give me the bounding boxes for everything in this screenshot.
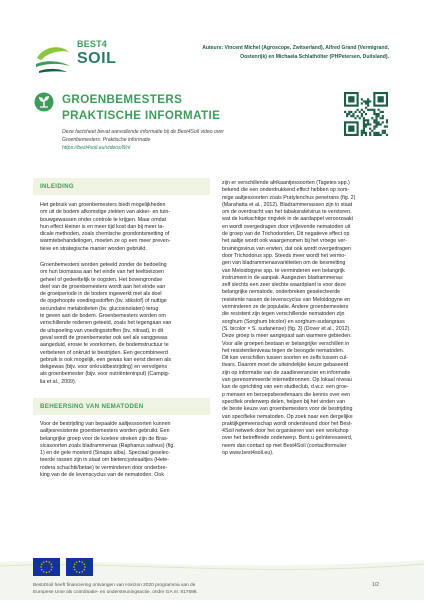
text-line: om uit de bodem afkomstige ziekten van akker- en tuin- (40, 209, 171, 216)
intro-line: Groenbemesters: Praktische informatie (62, 137, 151, 143)
text-line: verbeteren of onkruid te bestrijden. Een gecombineerd (40, 349, 168, 356)
text-line: aaltjesresistente groenbemesters worden gebruikt. Een (40, 428, 170, 435)
text-line: de groeiperiode in de bodem ingewerkt met als doel (40, 291, 162, 298)
text-line: Deze groep is meer aangepast aan warmere gebieden. (222, 333, 352, 340)
section-title-inleiding: INLEIDING (40, 183, 74, 190)
text-line: geval wordt de groenbemester ook wel als vanggewas (40, 334, 168, 341)
text-line: van specifieke nematoden. Op zoek naar een dergelijke (222, 413, 353, 420)
intro-text (62, 128, 242, 152)
text-line: van gerenommeerde internetbronnen. Op lokaal niveau (222, 377, 352, 384)
title-line: GROENBEMESTERS (62, 93, 183, 106)
text-line: als groenbemester (bijv. voor nutriënteninput) (Campig- (40, 371, 170, 378)
text-line: dekgewas (bijv. voor onkruidbestrijding) en vervolgens (40, 364, 168, 371)
text-line: praktijkgemeenschap wordt ondersteund door het Best- (222, 420, 353, 427)
authors (176, 44, 389, 61)
text-line: Voor alle groepen bestaan er belangrijke verschillen in (222, 340, 350, 347)
paragraph (40, 202, 203, 253)
text-line: bruiningsvirus van erwten, dat ook wordt overgedragen (222, 245, 351, 252)
text-line: die resistent zijn tegen verschillende nematoden zijn (222, 311, 345, 318)
text-line: Het gebruik van groenbemesters biedt mogelijkheden (40, 202, 166, 208)
text-line: op www.best4soil.eu). (222, 449, 274, 456)
text-line: resistente rassen de levenscyclus van Meloidogyne en (222, 296, 351, 303)
authors-line: Auteurs: Vincent Michel (Agroscope, Zwitserland), Alfred Grand (Vermigrand, (202, 45, 389, 51)
text-line: gen van bladrammenasvariëteiten om de besmetting (222, 260, 346, 267)
intro-line: Deze factsheet bevat aanvullende informatie bij de Best4Soil video over (62, 129, 224, 135)
text-line: om de overdracht van het tabaksratelvirus te verstoren, (222, 209, 352, 216)
eu-flag-icon (33, 558, 60, 576)
qr-code-icon (344, 92, 388, 136)
text-line: te geven aan de bodem. Groenbemesters worden om (40, 313, 166, 320)
text-line: de groep van de Trichodoriden. Dit negatieve effect op (222, 231, 350, 238)
text-line: mige aaltjessoorten zoals Pratylenchus penetrans (fig. 2) (222, 194, 356, 201)
qr-code[interactable] (344, 92, 388, 136)
text-line: specifiek onderwerp delen, helpen bij het vinden van (222, 398, 346, 405)
text-line: teerde rassen zijn in staat om bietencysteaaltjes (Hete- (40, 457, 169, 464)
text-line: tivars. Daarom moet de uiteindelijke keuze gebaseerd (222, 362, 349, 369)
text-line: neem dan contact op met Best4Soil (contactformulier (222, 442, 347, 449)
page-number: 1/2 (372, 582, 379, 588)
text-line: Voor de bestrijding van bepaalde aaltjessoorten kunnen (40, 421, 171, 427)
paragraph (40, 421, 203, 479)
video-link[interactable]: https://best4soil.eu/videos/8/nl (62, 145, 131, 151)
text-line: belangrijke groep voor de koelere streken zijn de Bras- (40, 435, 169, 442)
text-line: het aaltje wordt ook waargenomen bij het vroege ver- (222, 238, 347, 245)
text-line: 4Soil netwerk door het organiseren van een workshop (222, 428, 349, 435)
text-line: deel van de groenbemesters wordt aan het einde van (40, 283, 166, 290)
text-line: warmtebehandelingen, moeten ze op een meer preven- (40, 238, 171, 245)
green-manure-plant-icon (34, 92, 54, 112)
text-line: (Marahatta et al., 2012). Bladrammenassen zijn in staat (222, 201, 353, 208)
logo-mark-icon (33, 40, 73, 76)
text-line: Dit kan verschillen tussen soorten en zelfs tussen cul- (222, 355, 349, 362)
text-line: secundaire metabolieten (bv. glucosinolaten) terug (40, 305, 159, 312)
page-title (62, 92, 220, 124)
paragraph (40, 262, 203, 386)
text-line: het resistentieniveau tegen de beoogde nematoden. (222, 347, 345, 354)
footer-line: Best4Soil heeft financiering ontvangen van Horizon 2020 programma van de (33, 583, 196, 588)
logo-text-bottom: SOIL (77, 50, 117, 67)
text-line: en wordt overgedragen door vrijlevende nematoden uit (222, 223, 351, 230)
text-line: wat de kurkachtige ringvlek in de aardappel veroorzaakt (222, 216, 354, 223)
section-title-nematoden: BEHEERSING VAN NEMATODEN (40, 403, 144, 410)
text-line: de uitspoeling van voedingsstoffen (bv. nitraat), in dit (40, 327, 164, 334)
text-line: verminderen ze de populatie. Andere groenbemesters (222, 304, 349, 311)
text-line: zijn er verschillende afrikaantjessoorten (Tagetes spp.) (222, 180, 350, 186)
text-line: geheel of gedeeltelijk te oogsten. Het bovengrondse (40, 276, 163, 283)
footer-line: Europese Unie als coördinatie- en ondersteuningsactie, onder GA nr. 817696. (33, 590, 198, 595)
text-line: sicasoorten zoals bladrammenas (Raphanus sativus) (fig. (40, 442, 175, 449)
text-line: hun effect kleiner is en meer tijd kost dan bij meer ta- (40, 223, 165, 230)
text-line: tieve en strategische manier worden gebruikt. (40, 245, 147, 252)
eu-flag-icon (66, 558, 93, 576)
text-line: van Meloidogyne spp. te verminderen een belangrijk (222, 267, 345, 274)
text-line: p mensen en beroepsbeoefenaars die kennis over een (222, 391, 351, 398)
authors-line: Oostenrijk) en Michaela Schlathölter (PHPetersen, Duitsland). (240, 53, 389, 60)
text-line: 1) en de gele mosterd (Sinapis alba). Speciaal geselec- (40, 450, 171, 457)
text-line: bouwgewassen onder controle te krijgen. Maar omdat (40, 216, 167, 223)
text-line: gebruik is ook mogelijk, een gewas kan eerst dienen als (40, 356, 172, 363)
title-line: PRAKTISCHE INFORMATIE (62, 109, 221, 122)
text-line: zelf slechts een zeer slechte waardplant is voor deze (222, 282, 346, 289)
text-line: over het betreffende onderwerp. Bent u geïnteresseerd, (222, 435, 353, 442)
text-line: verschillende redenen geteeld, zoals het tegengaan van (40, 320, 172, 327)
funding-note (33, 582, 198, 596)
text-line: belangrijke nematode, onderbreken geselecteerde (222, 289, 341, 296)
text-line: Groenbemesters worden geteeld zonder de bedoeling (40, 262, 167, 268)
text-line: aangeduid, erosie te voorkomen, de bodemstructuur te (40, 342, 169, 349)
text-line: de opgehoopte voedingsstoffen (bv. stikstof) of nuttige (40, 298, 167, 305)
text-line: de beste keuze van groenbemesters voor de bestrijding (222, 406, 353, 413)
logo-text-top: BEST4 (77, 39, 108, 49)
right-column-text (222, 180, 388, 457)
text-line: zijn op informatie van de zaadleverancier en informatie (222, 369, 351, 376)
text-line: rodera schachtii/betae) te verminderen door onderbre- (40, 464, 168, 471)
text-line: lia et al., 2009). (40, 378, 77, 385)
text-line: door Trichodorus spp. Steeds meer wordt het vermo- (222, 252, 346, 259)
text-line: instrument in de aanpak. Aangezien bladrammenas (222, 274, 343, 281)
text-line: (S. bicolor × S. sudanense) (fig. 3) (Dover et al., 2012). (222, 325, 351, 332)
text-line: om hun biomassa aan het einde van het teeltseizoen (40, 269, 164, 276)
text-line: bekend die een onderdrukkend effect hebben op som- (222, 187, 350, 194)
text-line: king van de de levenscyclus van de nematoden. Ook (40, 472, 164, 479)
text-line: sorghum (Sorghum bicolor) en sorghum-sudangrass (222, 318, 345, 325)
text-line: kan de oprichting van een studieclub, d.w.z. een groe- (222, 384, 349, 391)
text-line: dicale methoden, zoals chemische grondontsmetting of (40, 231, 170, 238)
